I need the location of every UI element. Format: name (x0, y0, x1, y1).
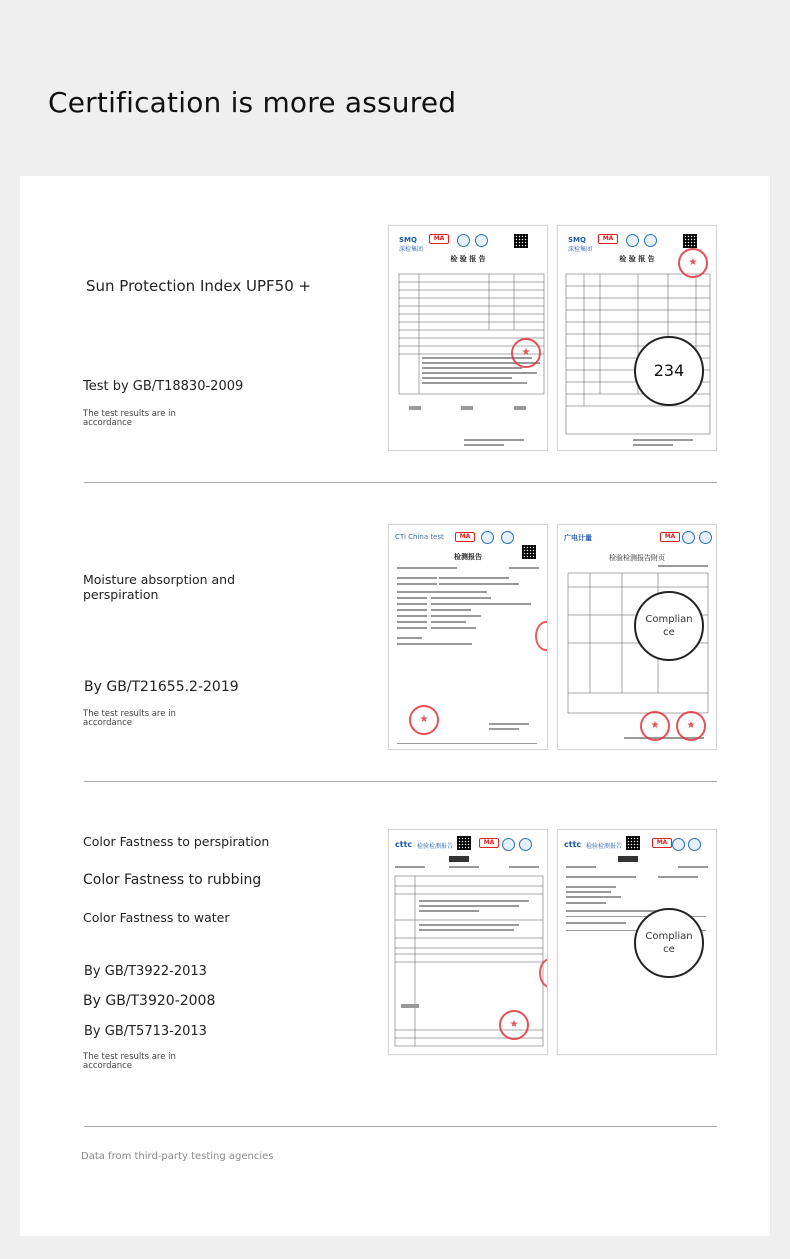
cti-logo: CTi China test (395, 533, 444, 541)
standard-gb-t3922: By GB/T3922-2013 (84, 964, 207, 979)
red-seal-icon (676, 711, 706, 741)
result-note-3: The test results are in accordance (83, 1052, 176, 1071)
certificate-cttc-page-1 (388, 829, 548, 1055)
standard-gb-t5713: By GB/T5713-2013 (84, 1024, 207, 1039)
red-seal-icon (499, 1010, 529, 1040)
report-appendix-title: 检验检测报告附页 (609, 554, 665, 562)
certificate-smq-page-2 (557, 225, 717, 451)
section-divider (84, 482, 717, 483)
cttc-logo: cttc (395, 840, 413, 849)
cma-badge: MA (455, 532, 475, 542)
report-title: 检测报告 (454, 553, 482, 561)
feature-rubbing-label: Color Fastness to rubbing (83, 872, 262, 888)
cma-badge: MA (660, 532, 680, 542)
red-seal-icon (409, 705, 439, 735)
report-title: 检 验 报 告 (619, 255, 655, 263)
red-seal-icon (640, 711, 670, 741)
result-note-1: The test results are in accordance (83, 409, 176, 428)
report-title: 检 验 报 告 (450, 255, 486, 263)
compliance-text: Compliance (645, 931, 693, 955)
cma-badge: MA (429, 234, 449, 244)
compliance-text: Compliance (645, 614, 693, 638)
compliance-callout (634, 908, 704, 978)
feature-perspiration-label: Color Fastness to perspiration (83, 834, 270, 849)
smq-logo: SMQ (399, 236, 417, 244)
cma-badge: MA (652, 838, 672, 848)
smq-logo-sub: 深检集团 (399, 246, 424, 253)
footer-source-note: Data from third-party testing agencies (81, 1151, 274, 1162)
grg-logo: 广电计量 (564, 534, 592, 542)
result-note-2: The test results are in accordance (83, 709, 176, 728)
standard-gb-t21655: By GB/T21655.2-2019 (84, 679, 239, 695)
upf-value-callout (634, 336, 704, 406)
page-title: Certification is more assured (48, 86, 457, 119)
certificate-smq-page-1 (388, 225, 548, 451)
smq-logo: SMQ (568, 236, 586, 244)
section-divider (84, 781, 717, 782)
compliance-callout (634, 591, 704, 661)
cma-badge: MA (479, 838, 499, 848)
red-seal-icon (678, 248, 708, 278)
standard-gb-t3920: By GB/T3920-2008 (83, 993, 216, 1009)
smq-logo-sub: 深检集团 (568, 246, 593, 253)
certificate-cttc-page-2 (557, 829, 717, 1055)
cttc-logo-sub: 检验检测报告 (586, 843, 623, 850)
upf-value: 234 (653, 361, 685, 380)
cttc-logo: cttc (564, 840, 582, 849)
feature-moisture-label: Moisture absorption and perspiration (83, 572, 236, 602)
cttc-logo-sub: 检验检测报告 (417, 843, 454, 850)
standard-gb-t18830: Test by GB/T18830-2009 (83, 379, 244, 394)
cma-badge: MA (598, 234, 618, 244)
feature-upf-label: Sun Protection Index UPF50 + (86, 277, 312, 295)
certificate-cti-report (388, 524, 548, 750)
certification-card (20, 176, 770, 1236)
certificate-grg-appendix (557, 524, 717, 750)
section-divider (84, 1126, 717, 1127)
red-seal-icon (511, 338, 541, 368)
feature-water-label: Color Fastness to water (83, 910, 230, 925)
